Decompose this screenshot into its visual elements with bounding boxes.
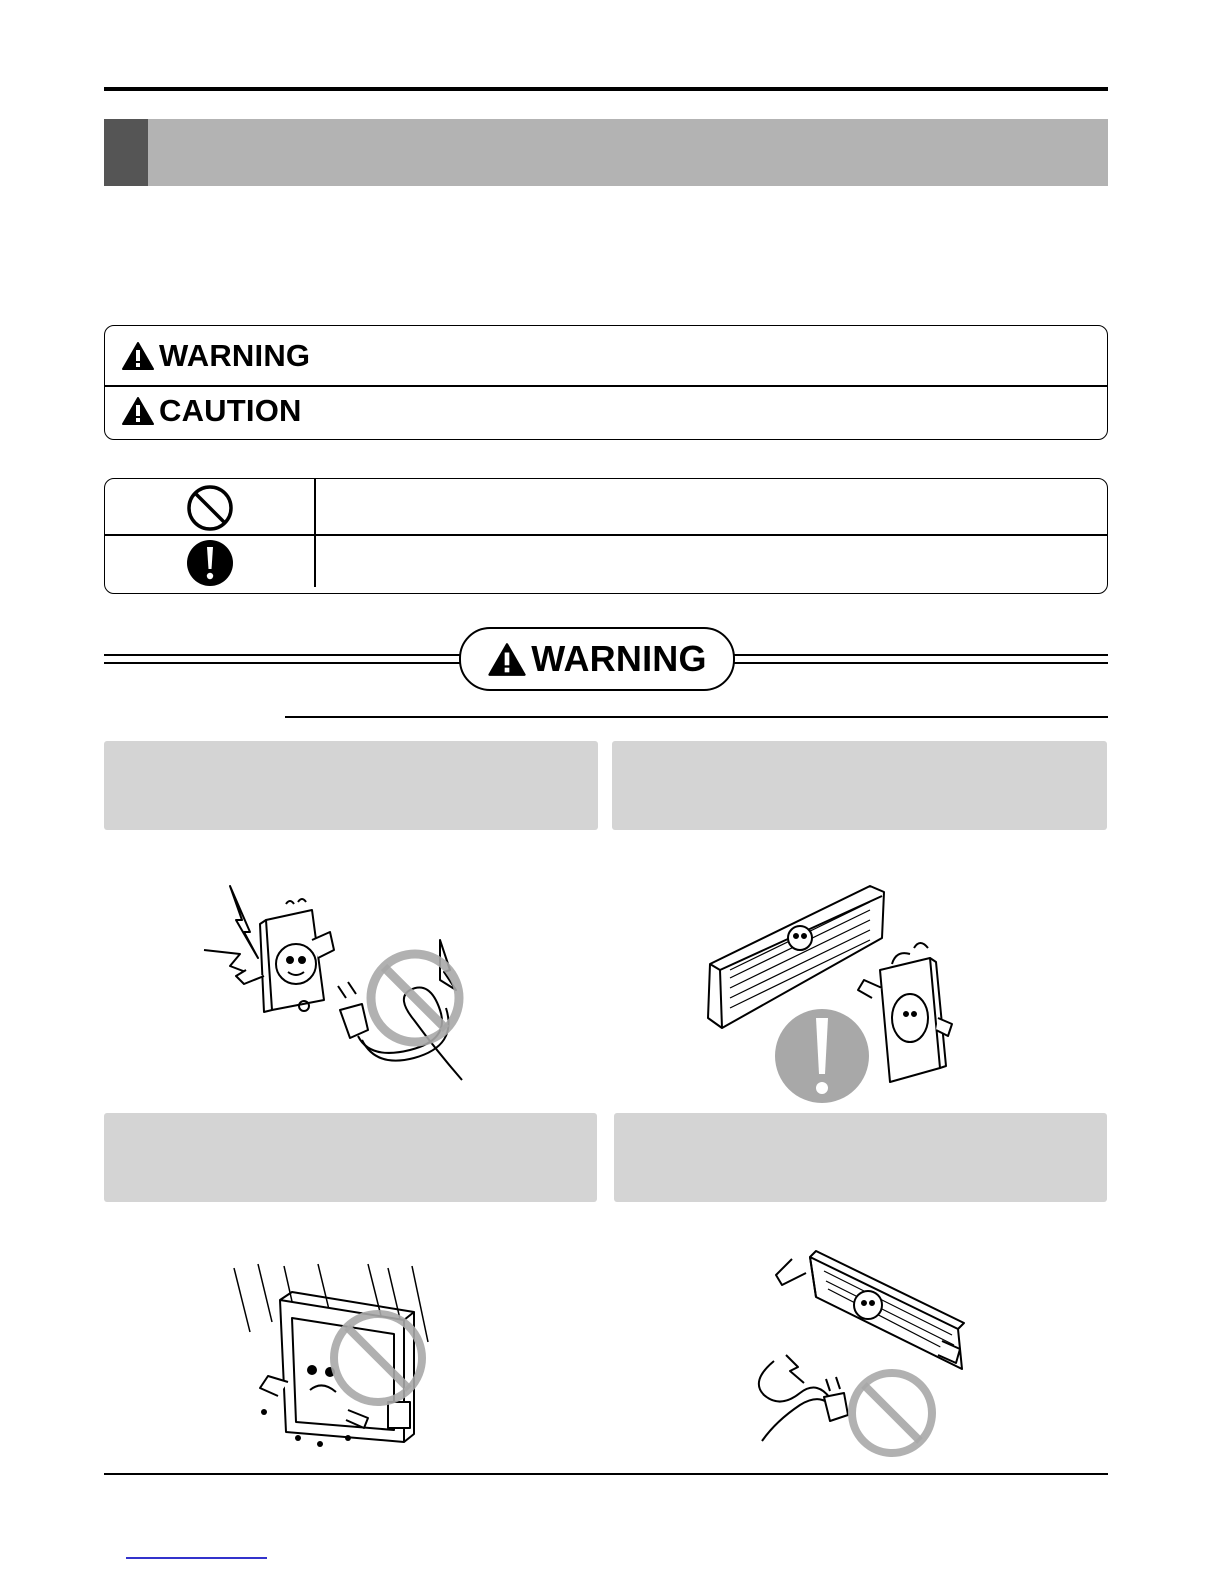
indoor-unit-cord-prohibited-icon: [746, 1245, 974, 1460]
caution-label: CAUTION: [159, 393, 302, 428]
section-title-bar: [104, 119, 1108, 186]
caution-row: [121, 391, 302, 431]
signal-word-box: [104, 325, 1108, 440]
title-bar-tab: [104, 119, 148, 186]
heading-rule-left: [104, 654, 462, 664]
panel-4-caption: [614, 1113, 1107, 1202]
symbol-legend-box: [104, 478, 1108, 594]
warning-triangle-icon: [487, 642, 527, 677]
prohibition-icon: [852, 1373, 932, 1453]
panel-3-caption: [104, 1113, 597, 1202]
section-heading-label: WARNING: [531, 638, 707, 679]
caution-triangle-icon: [121, 396, 155, 426]
panel-1-caption: [104, 741, 598, 830]
prohibition-icon: [186, 484, 234, 532]
signal-divider: [105, 385, 1107, 387]
mandatory-exclamation-icon: [775, 1009, 869, 1103]
symbol-cell-mandatory: [105, 537, 314, 589]
panel-2-caption: [612, 741, 1107, 830]
footer-link-underline[interactable]: [126, 1557, 267, 1559]
warning-triangle-icon: [121, 341, 155, 371]
symbol-cell-prohibition: [105, 483, 314, 533]
subheading-rule: [285, 716, 1108, 718]
mandatory-exclamation-icon: [186, 539, 234, 587]
symbol-row-divider: [105, 534, 1107, 536]
top-rule: [104, 87, 1108, 91]
symbol-column-divider: [314, 479, 316, 587]
warning-label: WARNING: [159, 338, 311, 373]
heading-rule-right: [729, 654, 1108, 664]
warning-section-heading: [459, 627, 735, 691]
bottom-rule: [104, 1473, 1108, 1475]
warning-row: [121, 336, 310, 376]
plug-cord-prohibited-icon: [200, 880, 480, 1085]
indoor-unit-outlet-mandatory-icon: [700, 878, 960, 1106]
outdoor-unit-rain-prohibited-icon: [228, 1262, 448, 1462]
prohibition-icon: [371, 954, 459, 1042]
